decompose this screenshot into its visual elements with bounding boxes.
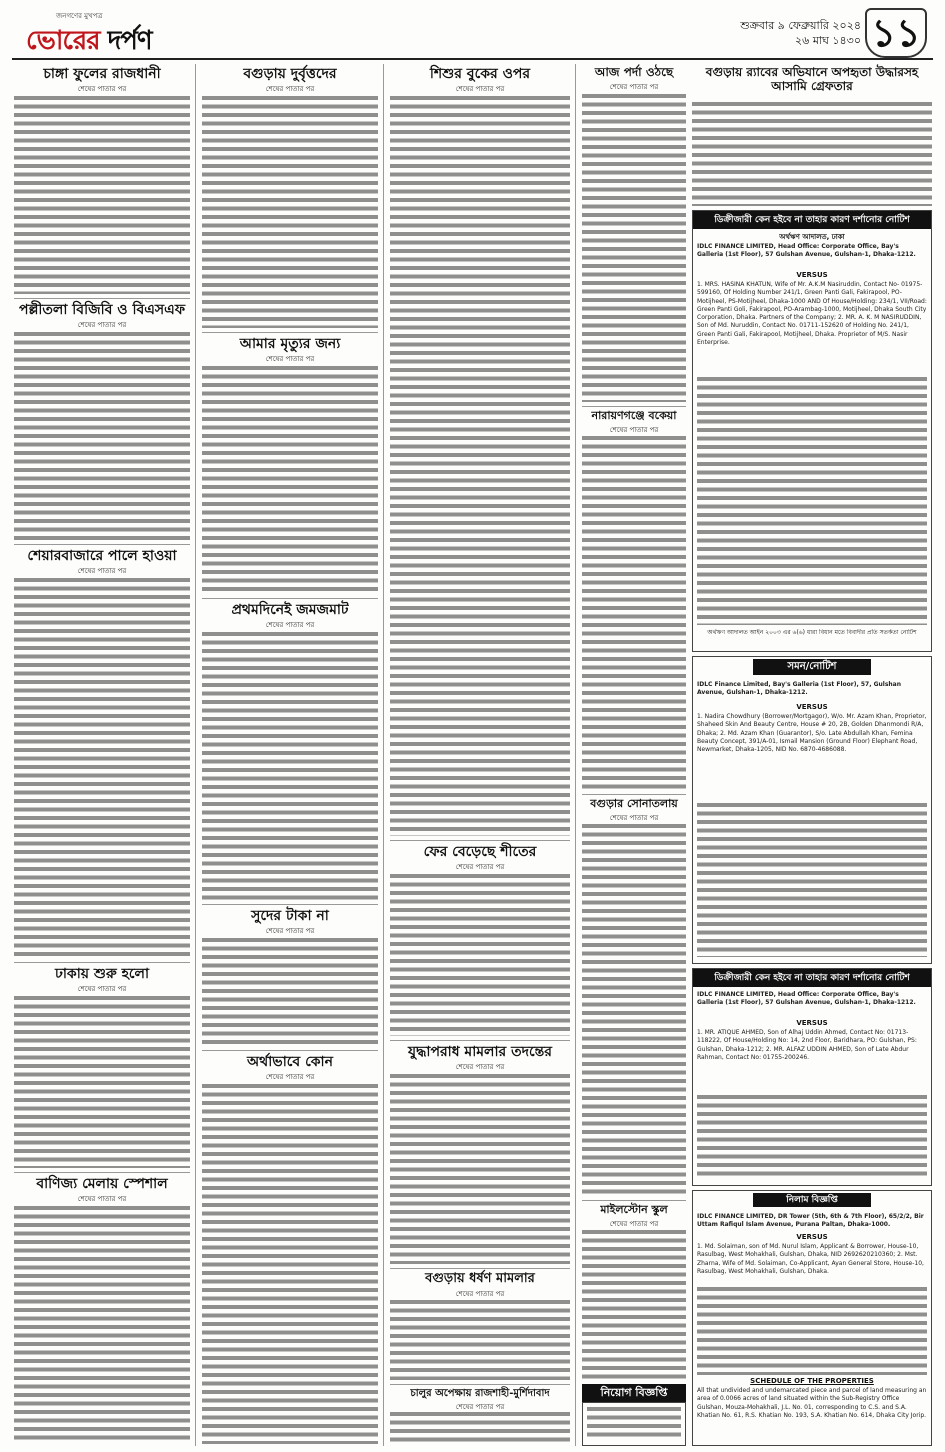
notice-1-defendants: 1. MRS. HASINA KHATUN, Wife of Mr. A.K.M Nasiruddin, Contact No- 01975-599160, Of Holding Number 241/1, Green Panti Gali, Fakirapool, PO-Motijheel, PS-Motijheel, Dhaka-1000 AND Of House/Holding: 234/1, VII/Road: Green Panti Goli, Fakirapool, PO-Arambag-1000, Motijheel, Dhaka South City Corporation, Dhaka. Partners of the Company; 2. MR. A. K. M NASIRUDDIN, Son of Md. Nuruddin, Contact No. 01711-152620 of Holding No. 241/1, Green Panti Gali, Fakirapool, Motijheel, Dhaka. Proprietor of M/S. Nasir Enterprise. — [697, 281, 927, 347]
article-body — [390, 96, 570, 836]
kicker: শেষের পাতার পর — [609, 82, 659, 91]
notice-4-title: নিলাম বিজ্ঞপ্তি — [753, 1193, 871, 1207]
masthead-tagline: জনগণের মুখপত্র — [56, 12, 103, 20]
article-milestone-school — [582, 1204, 686, 1380]
headline: সুদের টাকা না — [251, 908, 329, 924]
article-body — [202, 632, 378, 900]
section-divider — [202, 1050, 378, 1051]
article-curtain-rises — [582, 66, 686, 402]
headline: মাইলস্টোন স্কুল — [600, 1203, 668, 1216]
notice-3-defendants: 1. MR. ATIQUE AHMED, Son of Alhaj Uddin Ahmed, Contact No: 01713-118222, Of House/Holding No: 14, 2nd Floor, Baridhara, PO: Gulshan, PS: Gulshan, Dhaka-1212; 2. MR. ALFAZ UDDIN AHMED, Son of Late Abdur Rahman, Contact No: 01755-200246. — [697, 1029, 917, 1061]
kicker: শেষের পাতার পর — [455, 1063, 505, 1072]
article-flower-capital — [14, 66, 190, 294]
section-divider — [390, 1384, 570, 1385]
section-divider — [390, 840, 570, 841]
headline: বগুড়ার সোনাতলায় — [590, 797, 678, 810]
kicker: শেষের পাতার পর — [265, 927, 315, 936]
section-divider — [390, 1040, 570, 1041]
kicker: শেষের পাতার পর — [77, 85, 127, 94]
headline: ঢাকায় শুরু হলো — [54, 966, 150, 982]
masthead — [12, 6, 933, 60]
article-body — [202, 1084, 378, 1444]
article-body — [582, 436, 686, 790]
article-body — [692, 102, 932, 206]
headline: বাণিজ্য মেলায় স্পেশাল — [36, 1176, 168, 1192]
recruitment-body — [587, 1407, 681, 1441]
notice-4-schedule-title: SCHEDULE OF THE PROPERTIES — [750, 1377, 874, 1385]
kicker: শেষের পাতার পর — [455, 1402, 505, 1411]
article-body — [582, 1230, 686, 1380]
article-body — [202, 96, 378, 328]
notice-2-title: সমন/নোটিশ — [753, 659, 871, 675]
newspaper-logo — [26, 10, 206, 54]
article-bgb-bsf — [14, 302, 190, 540]
article-cold-increased — [390, 844, 570, 1036]
headline: শেয়ারবাজারে পালে হাওয়া — [27, 548, 177, 564]
headline: চাঙ্গা ফুলের রাজধানী — [43, 66, 161, 82]
kicker: শেষের পাতার পর — [609, 425, 659, 434]
article-body — [14, 996, 190, 1168]
article-bogura-miscreants — [202, 66, 378, 328]
kicker: শেষের পাতার পর — [265, 85, 315, 94]
kicker: শেষের পাতার পর — [455, 1289, 505, 1298]
notice-1-company: IDLC FINANCE LIMITED — [697, 243, 774, 250]
kicker: শেষের পাতার পর — [455, 863, 505, 872]
article-narayanganj-arrears — [582, 410, 686, 790]
headline: পল্লীতলা বিজিবি ও বিএসএফ — [18, 302, 186, 318]
notice-1-footer: অর্থঋণ আদালত আইন ২০০৩ এর ৬(৬) ধারা বিধান মতে বিবাদীর প্রতি সতর্কতা নোটিশ — [707, 629, 917, 636]
section-divider — [582, 1200, 686, 1201]
notice-4-schedule: All that undivided and undemarcated piece and parcel of land measuring an area of 0.0066 acres of land situated within the Sub-Registry Office Gulshan, Mouza-Mohakhali, J.L. No. 01, corresponding to C.S. and S.A. Khatian No. 61, R.S. Khatian No. 193, S.A. Khatian No. 614, Dhaka City Jorip. — [697, 1387, 927, 1419]
notice-3-plaintiff: IDLC FINANCE LIMITED, Head Office: Corporate Office, Bay's Galleria (1st Floor), 57 Gulshan Avenue, Gulshan-1, Dhaka-1212. — [697, 991, 916, 1007]
headline: প্রথমদিনেই জমজমাট — [231, 602, 349, 618]
legal-notice-1 — [692, 210, 932, 652]
section-divider — [202, 332, 378, 333]
kicker: শেষের পাতার পর — [265, 1073, 315, 1082]
bengali-date: ২৬ মাঘ ১৪৩০ — [795, 34, 861, 47]
headline: অর্থাভাবে কোন — [247, 1054, 333, 1070]
headline: ফের বেড়েছে শীতের — [423, 844, 537, 860]
article-rab-operation — [692, 66, 932, 206]
notice-1-body — [697, 377, 927, 625]
notice-2-versus: VERSUS — [796, 703, 828, 711]
section-divider — [582, 406, 686, 407]
article-first-day-crowded — [202, 602, 378, 900]
logo-word-dark: দর্পণ — [107, 26, 152, 56]
article-body — [14, 96, 190, 294]
notice-3-body — [697, 1095, 927, 1179]
article-body — [390, 1074, 570, 1264]
kicker: শেষের পাতার পর — [265, 621, 315, 630]
kicker: শেষের পাতার পর — [77, 567, 127, 576]
legal-notice-4 — [692, 1190, 932, 1446]
headline: আজ পর্দা ওঠছে — [594, 65, 674, 79]
headline: শিশুর বুকের ওপর — [429, 66, 531, 82]
kicker: শেষের পাতার পর — [455, 85, 505, 94]
article-body — [390, 1412, 570, 1444]
article-body — [14, 1206, 190, 1444]
article-bogura-rape-case — [390, 1272, 570, 1380]
date-block — [740, 18, 861, 48]
kicker: শেষের পাতার পর — [77, 985, 127, 994]
kicker: শেষের পাতার পর — [609, 813, 659, 822]
article-rajshahi-murshidabad — [390, 1388, 570, 1444]
article-body — [582, 94, 686, 402]
article-trade-fair — [14, 1176, 190, 1444]
section-divider — [14, 298, 190, 299]
kicker: শেষের পাতার পর — [265, 355, 315, 364]
notice-4-plaintiff: IDLC FINANCE LIMITED, DR Tower (5th, 6th & 7th Floor), 65/2/2, Bir Uttam Rafiqul Islam Avenue, Purana Paltan, Dhaka-1000. — [697, 1213, 924, 1229]
headline: যুদ্ধাপরাধ মামলার তদন্তের — [408, 1044, 552, 1060]
article-body — [390, 1300, 570, 1380]
headline: বগুড়ায় র‍্যাবের অভিযানে অপহৃতা উদ্ধারসহ আসামি গ্রেফতার — [705, 65, 919, 93]
article-body — [390, 874, 570, 1036]
column-rule — [195, 64, 196, 1446]
kicker: শেষের পাতার পর — [609, 1219, 659, 1228]
kicker: শেষের পাতার পর — [77, 321, 127, 330]
section-divider — [14, 1172, 190, 1173]
logo-word-red: ভোরের — [26, 26, 100, 56]
notice-1-versus: VERSUS — [796, 271, 828, 279]
section-divider — [582, 794, 686, 795]
notice-2-body — [697, 803, 927, 957]
notice-4-defendants: 1. Md. Solaiman, son of Md. Nurul Islam, Applicant & Borrower, House-10, Rasulbag, West Mohakhali, Gulshan, Dhaka, NID 2692620210360; 2. Mst. Zharna, Wife of Md. Solaiman, Co-Applicant, Ayan General Store, House-10, Rasulbag, West Mohakhali, Gulshan, Dhaka. — [697, 1243, 924, 1275]
gregorian-date: শুক্রবার ৯ ফেব্রুয়ারি ২০২৪ — [740, 19, 861, 32]
section-divider — [14, 544, 190, 545]
recruitment-notice-header: নিয়োগ বিজ্ঞপ্তি — [582, 1384, 686, 1402]
column-rule — [383, 64, 384, 1446]
article-body — [202, 366, 378, 594]
notice-1-title: ডিক্রীজারী কেন হইবে না তাহার কারণ দর্শানোর নোটিশ — [693, 211, 931, 229]
legal-notice-2 — [692, 656, 932, 964]
article-body — [14, 578, 190, 958]
legal-notice-3 — [692, 968, 932, 1186]
section-divider — [390, 1268, 570, 1269]
article-sonatala-bogura — [582, 798, 686, 1196]
article-body — [14, 332, 190, 540]
article-interest-money — [202, 908, 378, 1046]
notice-3-versus: VERSUS — [796, 1019, 828, 1027]
section-divider — [202, 904, 378, 905]
notice-1-office: Head Office: Corporate Office, Bay's Galleria (1st Floor), 57 Gulshan Avenue, Gulshan-1, Dhaka-1212. — [697, 243, 916, 259]
article-share-market — [14, 548, 190, 958]
section-divider — [202, 598, 378, 599]
article-body — [582, 824, 686, 1196]
headline: বগুড়ায় দুর্বৃত্তদের — [243, 66, 337, 82]
article-body — [202, 938, 378, 1046]
headline: চালুর অপেক্ষায় রাজশাহী-মুর্শিদাবাদ — [410, 1388, 550, 1399]
headline: বগুড়ায় ধর্ষণ মামলার — [425, 1271, 535, 1286]
notice-2-plaintiff: IDLC Finance Limited, Bay's Galleria (1st Floor), 57, Gulshan Avenue, Gulshan-1, Dhaka-1212. — [697, 681, 901, 697]
recruitment-notice-box — [582, 1402, 686, 1446]
kicker: শেষের পাতার পর — [77, 1195, 127, 1204]
notice-1-plaintiff: IDLC FINANCE LIMITED, Head Office: Corporate Office, Bay's Galleria (1st Floor), 57 Gulshan Avenue, Gulshan-1, Dhaka-1212. — [697, 243, 916, 259]
page-number: ১১ — [865, 8, 927, 58]
notice-4-body — [697, 1287, 927, 1375]
notice-2-defendants: 1. Nadira Chowdhury (Borrower/Mortgagor), W/o. Mr. Azam Khan, Proprietor, Shaheed Skin And Beauty Centre, House # 20, 2B, Golden Dhanmondi R/A, Dhaka; 2. Md. Azam Khan (Guarantor), S/o. Late Abdullah Khan, Femina Beauty Concept, 391/A-01, Ismail Mansion (Ground Floor) Elephant Road, Newmarket, Dhaka-1205, NID No. 6870-4686088. — [697, 713, 927, 754]
headline: নারায়ণগঞ্জে বকেয়া — [591, 409, 677, 422]
article-my-death — [202, 336, 378, 594]
notice-4-versus: VERSUS — [796, 1233, 828, 1241]
headline: আমার মৃত্যুর জন্য — [239, 336, 341, 352]
notice-3-title: ডিক্রীজারী কেন হইবে না তাহার কারণ দর্শানোর নোটিশ — [693, 969, 931, 987]
article-lack-of-funds — [202, 1054, 378, 1444]
article-dhaka-started — [14, 966, 190, 1168]
article-child-chest — [390, 66, 570, 836]
article-war-crimes — [390, 1044, 570, 1264]
notice-1-court: অর্থঋণ আদালত, ঢাকা — [779, 233, 845, 241]
section-divider — [14, 962, 190, 963]
column-rule — [575, 64, 576, 1446]
